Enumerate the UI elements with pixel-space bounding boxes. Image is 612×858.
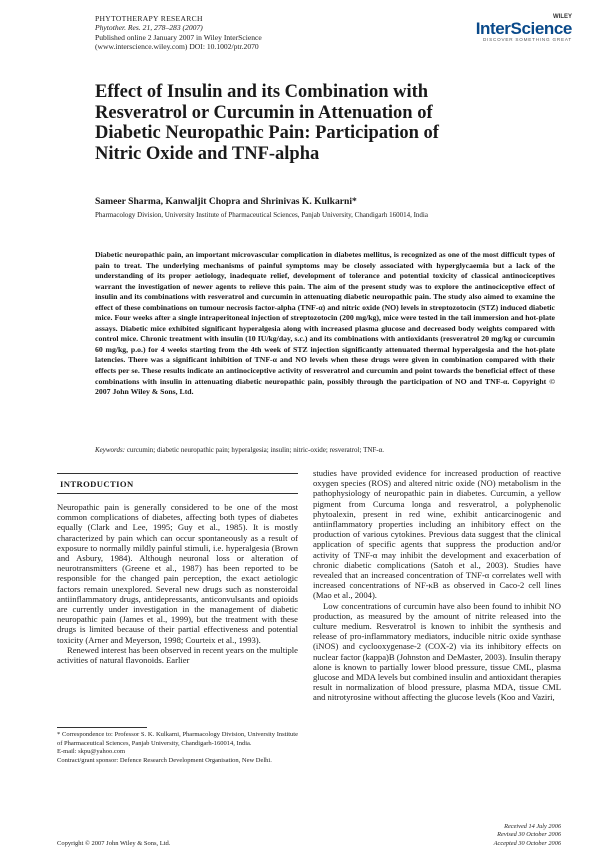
section-rule-bottom bbox=[57, 493, 298, 494]
paragraph: Renewed interest has been observed in recent years on the multiple activities of natural flavonoids. Earlier bbox=[57, 644, 298, 666]
journal-header bbox=[95, 14, 262, 52]
paragraph: Low concentrations of curcumin have also been found to inhibit NO production, as measured by the amount of nitrite released into the culture medium. Resveratrol is known to inhibit the synthesis and release of pro-inflammatory mediators, inducible nitric oxide synthase (iNOS) and cyclooxygenase-2 (COX-2) via its inhibitory effects on nuclear factor (kappa)B (Johnston and DeMaster, 2003). Insulin therapy alone is known to partially lower blood pressure, tissue CML, plasma glucose and MDA levels but combined insulin and antioxidant therapies result in normalization of blood pressure, plasma MDA, tissue CML and nitrotyrosine without affecting the glucose levels (Koo and Vaziri, bbox=[313, 600, 561, 703]
affiliation: Pharmacology Division, University Institute of Pharmaceutical Sciences, Panjab University, Chandigarh 160014, India bbox=[95, 211, 428, 219]
wiley-logo-text: WILEY bbox=[553, 14, 572, 20]
footnote-rule bbox=[57, 727, 147, 728]
interscience-logo bbox=[452, 14, 572, 42]
grant-note: Contract/grant sponsor: Defence Research Development Organisation, New Delhi. bbox=[57, 757, 272, 765]
correspondence-note: * Correspondence to: Professor S. K. Kulkarni, Pharmacology Division, University Institute of Pharmaceutical Sciences, Panjab University, Chandigarh-160014, India. bbox=[57, 731, 298, 747]
keywords-label: Keywords: bbox=[95, 446, 126, 454]
right-column bbox=[313, 468, 561, 703]
section-rule-top bbox=[57, 473, 298, 474]
paragraph: Neuropathic pain is generally considered to be one of the most common complications of diabetes, affecting both types of diabetes equally (Clark and Lee, 1995; Guy et al., 1985). It is mostly characterized by pain which can occur spontaneously as a result of exposure to normally mildly painful stimuli, i.e. hyperalgesia (Brown and Asbury, 1984). Although neuronal loss or alteration of neurotransmitters (Greene et al., 1987) has been reported to be responsible for the changed pain perception, the exact aetiologic factors remain unexplored. Several new drugs such as nonsteroidal antiinflammatory drugs, antidepressants, anticonvulsants and opioids are currently under investigation in the management of diabetic neuropathic pain (James et al., 1999), but the treatment with these drugs is limited because of their partial effectiveness and potential toxicity (Arner and Meyerson, 1998; Courteix et al., 1993). bbox=[57, 502, 298, 645]
logo-tagline: DISCOVER SOMETHING GREAT bbox=[482, 37, 572, 42]
interscience-logo-text: InterScience bbox=[475, 19, 572, 38]
paragraph: studies have provided evidence for increased production of reactive oxygen species (ROS) and altered nitric oxide (NO) metabolism in the pathophysiology of neuropathic pain in diabetes. Curcumin, a yellow pigment from Curcuma longa and resveratrol, a polyphenolic phytoalexin, present in red wine, exhibit anticarcinogenic and antiinflammatory properties including an inhibitory effect on the production of various cytokines. Previous data suggest that the clinical application of specific agents that suppress the production and/or activity of TNF-α may inhibit the development and exacerbation of chronic diabetic complications (Satoh et al., 2003). Studies have revealed that an increased concentration of TNF-α correlates well with increased concentrations of NF-κB as observed in Caco-2 cell lines (Mao et al., 2004). bbox=[313, 468, 561, 601]
keywords bbox=[95, 446, 555, 454]
footnotes bbox=[57, 731, 298, 766]
keywords-list: curcumin; diabetic neuropathic pain; hyperalgesia; insulin; nitric-oxide; resveratrol; TNF-α. bbox=[126, 446, 385, 454]
received-dates bbox=[430, 823, 561, 848]
journal-name: PHYTOTHERAPY RESEARCH bbox=[95, 14, 203, 23]
email-note[interactable]: E-mail: skpu@yahoo.com bbox=[57, 748, 126, 756]
left-column bbox=[57, 502, 298, 665]
abstract: Diabetic neuropathic pain, an important microvascular complication in diabetes mellitus, is recognized as one of the most difficult types of pain to treat. The underlying mechanisms of painful symptoms may be closely associated with hyperglycaemia but a lack of the understanding of its proper aetiology, inadequate relief, development of tolerance and potential toxicity of classical antinociceptives warrant the investigation of newer agents to relieve this pain. The aim of the present study was to explore the antinociceptive effect of insulin and its combinations with resveratrol and curcumin in attenuating diabetic neuropathic pain. The study also aimed to examine the effect of these combinations on tumour necrosis factor-alpha (TNF-α) and nitric oxide (NO) levels in streptozotocin (STZ) induced diabetic mice. Four weeks after a single intraperitoneal injection of streptozotocin (200 mg/kg), mice were tested in the tail immersion and hot-plate assays. Diabetic mice exhibited significant hyperalgesia along with increased plasma glucose and decreased body weights compared with control mice. Chronic treatment with insulin (10 IU/kg/day, s.c.) and its combinations with antioxidants (resveratrol 20 mg/kg or curcumin 60 mg/kg, p.o.) for 4 weeks starting from the 4th week of STZ injection significantly attenuated thermal hyperalgesia and the hot-plate latencies. There was a significant inhibition of TNF-α and NO levels when these drugs were given in combination compared with their effects per se. These results indicate an antinociceptive activity of resveratrol and curcumin and point towards the beneficial effect of these combinations with insulin in attenuating diabetic neuropathic pain, possibly through the participation of NO and TNF-α. Copyright © 2007 John Wiley & Sons, Ltd. bbox=[95, 250, 555, 397]
title-line: Diabetic Neuropathic Pain: Participation of bbox=[95, 123, 439, 144]
article-title bbox=[95, 82, 535, 164]
authors: Sameer Sharma, Kanwaljit Chopra and Shrinivas K. Kulkarni* bbox=[95, 196, 357, 207]
journal-citation: Phytother. Res. 21, 278–283 (2007) bbox=[95, 23, 203, 33]
doi-line[interactable]: (www.interscience.wiley.com) DOI: 10.1002/ptr.2070 bbox=[95, 42, 259, 52]
received-date: Received 14 July 2006 bbox=[504, 823, 561, 830]
section-heading-introduction: INTRODUCTION bbox=[60, 479, 134, 489]
title-line: Nitric Oxide and TNF-alpha bbox=[95, 143, 320, 164]
title-line: Effect of Insulin and its Combination with bbox=[95, 82, 429, 102]
title-line: Resveratrol or Curcumin in Attenuation of bbox=[95, 102, 433, 123]
accepted-date: Accepted 30 October 2006 bbox=[493, 839, 561, 847]
revised-date: Revised 30 October 2006 bbox=[497, 831, 561, 839]
publication-info: Published online 2 January 2007 in Wiley InterScience bbox=[95, 32, 262, 42]
copyright-footer: Copyright © 2007 John Wiley & Sons, Ltd. bbox=[57, 840, 171, 847]
